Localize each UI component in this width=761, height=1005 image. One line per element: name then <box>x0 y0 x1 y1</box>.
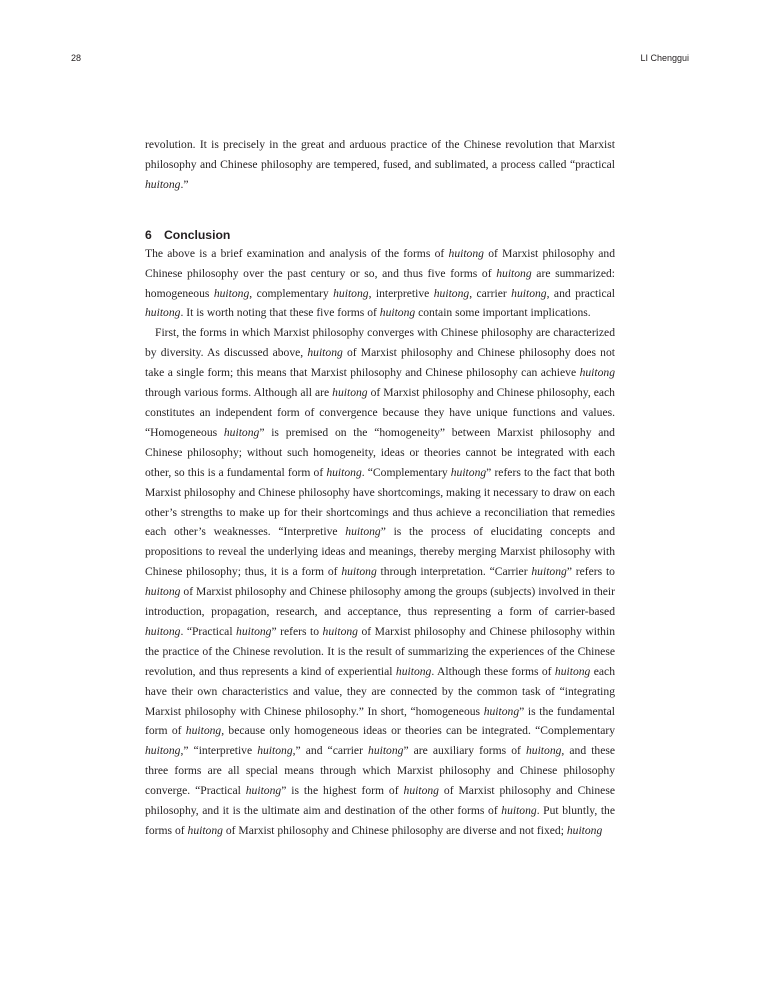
text-run: . “Complementary <box>361 465 451 479</box>
italic-term: huitong <box>326 465 362 479</box>
text-run: are summarized: homogeneous <box>145 266 615 300</box>
italic-term: huitong <box>145 624 181 638</box>
text-run: .” <box>180 177 189 191</box>
text-run: of Marxist philosophy and Chinese philosophy does not take a single form; this means that Marxist philosophy and Chinese philosophy can achieve <box>145 346 615 380</box>
italic-term: huitong <box>185 724 222 738</box>
italic-term: huitong <box>450 465 487 479</box>
running-head <box>71 53 689 67</box>
paragraph-conclusion-intro <box>145 244 615 324</box>
text-run: through various forms. Although all are <box>145 386 333 400</box>
italic-term: huitong <box>223 425 260 439</box>
italic-term: huitong <box>236 624 272 638</box>
section-heading <box>145 227 615 244</box>
text-run: ” is the fundamental form of <box>145 704 615 738</box>
text-run: . “Practical <box>180 624 237 638</box>
italic-term: huitong <box>187 824 223 837</box>
text-run: ” is premised on the “homogeneity” between Marxist philosophy and Chinese philosophy; without such homogeneity, ideas or theories cannot be integrated with each other, so this is a fundamental form of <box>145 425 615 479</box>
italic-term: huitong <box>483 704 520 718</box>
italic-term: huitong <box>511 286 547 300</box>
text-run: of Marxist philosophy and Chinese philosophy within the practice of the Chinese revolution. It is the result of summarizing the experiences of the Chinese revolution, and thus represents a kind of experiential <box>145 624 615 678</box>
italic-term: huitong <box>333 286 369 300</box>
italic-term: huitong <box>368 744 404 758</box>
page-number: 28 <box>71 53 82 63</box>
text-run: The above is a brief examination and analysis of the forms of <box>145 246 449 260</box>
italic-term: huitong <box>525 744 562 758</box>
italic-term: huitong <box>145 585 181 599</box>
text-run: , and these three forms are all special means through which Marxist philosophy and Chinese philosophy converge. “Practical <box>145 744 616 798</box>
italic-term: huitong <box>379 306 416 320</box>
text-run: revolution. It is precisely in the great and arduous practice of the Chinese revolution that Marxist philosophy and Chinese philosophy are tempered, fused, and sublimated, a process called “practical <box>145 138 615 171</box>
italic-term: huitong <box>257 744 293 758</box>
text-run: . Put bluntly, the forms of <box>145 804 615 837</box>
paragraph-continuation <box>145 135 615 195</box>
italic-term: huitong <box>496 266 532 280</box>
italic-term: huitong <box>145 306 181 320</box>
text-run: , carrier <box>469 286 512 300</box>
text-run: First, the forms in which Marxist philosophy converges with Chinese philosophy are characterized by diversity. As discussed above, <box>145 326 615 360</box>
page-body <box>145 135 615 841</box>
italic-term: huitong <box>145 177 181 191</box>
text-run: , and practical <box>546 286 615 300</box>
text-run: of Marxist philosophy and Chinese philosophy over the past century or so, and thus five forms of <box>145 246 615 280</box>
italic-term: huitong <box>332 386 368 400</box>
italic-term: huitong <box>307 346 343 360</box>
italic-term: huitong <box>341 565 377 579</box>
text-run: through interpretation. “Carrier <box>376 565 532 579</box>
italic-term: huitong <box>579 366 615 380</box>
text-run: , complementary <box>249 286 334 300</box>
italic-term: huitong <box>531 565 567 579</box>
text-run: of Marxist philosophy and Chinese philosophy, each constitutes an independent form of convergence because they have unique functions and values. “Homogeneous <box>145 386 615 439</box>
text-run: ” refers to <box>566 565 615 579</box>
italic-term: huitong <box>213 286 250 300</box>
text-run: ” refers to the fact that both Marxist philosophy and Chinese philosophy have shortcomings, making it necessary to draw on each other’s strengths to make up for their shortcomings and thus achieve a reconciliation that remedies each other’s weaknesses. “Interpretive <box>145 465 615 539</box>
text-run: of Marxist philosophy and Chinese philosophy, and it is the ultimate aim and destination of the other forms of <box>145 784 615 818</box>
italic-term: huitong <box>345 525 381 539</box>
italic-term: huitong <box>554 664 591 678</box>
text-run: , interpretive <box>368 286 434 300</box>
italic-term: huitong <box>403 784 439 798</box>
text-run: ” is the process of elucidating concepts and propositions to reveal the underlying ideas and meanings, thereby merging Marxist philosophy with Chinese philosophy; thus, it is a form of <box>145 525 615 579</box>
text-run: ,” “interpretive <box>180 744 258 758</box>
text-run: . Although these forms of <box>431 664 555 678</box>
text-run: each have their own characteristics and value, they are connected by the common task of “integrating Marxist philosophy with Chinese philosophy.” In short, “homogeneous <box>145 664 615 718</box>
italic-term: huitong <box>448 246 484 260</box>
text-run: contain some important implications. <box>415 306 591 320</box>
text-run: . It is worth noting that these five forms of <box>180 306 380 320</box>
italic-term: huitong <box>245 784 282 798</box>
text-run: , because only homogeneous ideas or theories can be integrated. “Complementary <box>221 724 615 738</box>
text-run: of Marxist philosophy and Chinese philosophy among the groups (subjects) involved in their introduction, propagation, research, and acceptance, thus representing a form of carrier-based <box>145 585 615 619</box>
italic-term: huitong <box>433 286 470 300</box>
italic-term: huitong <box>501 804 537 818</box>
text-run: ” is the highest form of <box>281 784 404 798</box>
text-run: ” refers to <box>271 624 323 638</box>
italic-term: huitong <box>322 624 358 638</box>
italic-term: huitong <box>395 664 432 678</box>
section-title: Conclusion <box>164 227 231 242</box>
text-run: ,” and “carrier <box>292 744 369 758</box>
text-run: ” are auxiliary forms of <box>403 744 526 758</box>
italic-term: huitong <box>145 744 181 758</box>
running-head-author: LI Chenggui <box>640 53 689 63</box>
paragraph-first-implication <box>145 323 615 841</box>
text-run: of Marxist philosophy and Chinese philosophy are diverse and not fixed; <box>222 824 567 837</box>
section-number: 6 <box>145 227 152 242</box>
italic-term: huitong <box>566 824 603 837</box>
